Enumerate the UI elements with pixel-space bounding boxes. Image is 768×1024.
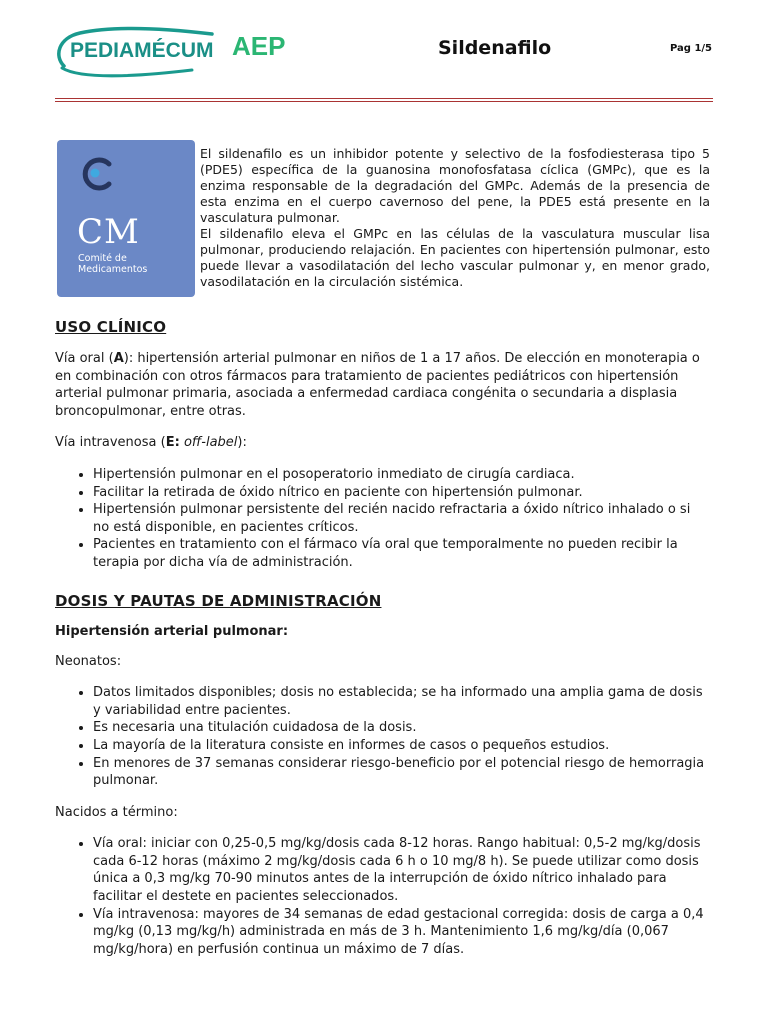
iv-use-paragraph — [55, 434, 710, 452]
committee-name-line2: Medicamentos — [78, 264, 148, 275]
svg-text:PEDIAMÉCUM: PEDIAMÉCUM — [70, 39, 214, 62]
off-label-note: off-label — [183, 435, 238, 451]
header-divider-secondary — [55, 101, 713, 102]
page-header — [0, 0, 768, 100]
intro-text — [200, 146, 710, 290]
pediamecum-logo[interactable] — [52, 26, 302, 78]
list-item: • Facilitar la retirada de óxido nítrico en paciente con hipertensión pulmonar. — [93, 484, 710, 502]
oral-prefix: Vía oral ( — [55, 351, 114, 366]
committee-abbrev: CM — [77, 212, 140, 252]
list-item: • Datos limitados disponibles; dosis no establecida; se ha informado una amplia gama de dosis y variabilidad entre pacientes. — [93, 684, 710, 719]
termino-list — [55, 835, 710, 958]
section-heading-uso-clinico: USO CLÍNICO — [55, 318, 167, 336]
list-item: • La mayoría de la literatura consiste en informes de casos o pequeños estudios. — [93, 737, 710, 755]
page-number: Pag 1/5 — [670, 43, 713, 54]
list-item: • Vía oral: iniciar con 0,25-0,5 mg/kg/dosis cada 8-12 horas. Rango habitual: 0,5-2 mg/kg/dosis cada 6-12 horas (máximo 2 mg/kg/dosis cada 6 h o 10 mg/8 h). Se puede utilizar como dosis única a 0,3 mg/kg 70-90 minutos antes de la interrupción de óxido nítrico inhalado para facilitar el destete en pacientes seleccionados. — [93, 835, 710, 905]
list-item: • En menores de 37 semanas considerar riesgo-beneficio por el potencial riesgo de hemorragia pulmonar. — [93, 755, 710, 790]
evidence-grade-e: E: — [165, 435, 180, 451]
committee-name — [78, 253, 188, 275]
header-divider — [55, 98, 713, 99]
logo-swoosh-icon — [52, 26, 302, 78]
committee-logo-card — [57, 140, 195, 297]
list-item: • Hipertensión pulmonar persistente del recién nacido refractaria a óxido nítrico inhalado o si no está disponible, en pacientes críticos. — [93, 501, 710, 536]
subheading-hipertension: Hipertensión arterial pulmonar: — [55, 623, 289, 639]
svg-text:AEP: AEP — [232, 31, 286, 61]
committee-name-line1: Comité de — [78, 253, 127, 264]
neonatos-list — [55, 684, 710, 790]
page-title: Sildenafilo — [438, 37, 552, 59]
termino-label: Nacidos a término: — [55, 804, 178, 820]
evidence-grade-a: A — [113, 351, 124, 366]
list-item: • Hipertensión pulmonar en el posoperatorio inmediato de cirugía cardiaca. — [93, 466, 710, 484]
oral-text: ): hipertensión arterial pulmonar en niños de 1 a 17 años. De elección en monoterapia o en combinación con otros fármacos para tratamiento de pacientes pediátricos con hipertensión arterial pulmonar primaria, asociada a enfermedad cardiaca congénita o secundaria a displasia broncopulmonar, entre otras. — [55, 351, 700, 419]
intro-paragraph-2: El sildenafilo eleva el GMPc en las células de la vasculatura muscular lisa pulmonar, produciendo relajación. En pacientes con hipertensión pulmonar, esto puede llevar a vasodilatación del lecho vascular pulmonar y, en menor grado, vasodilatación en la circulación sistémica. — [200, 226, 710, 289]
oral-use-paragraph — [55, 350, 710, 420]
list-item: • Pacientes en tratamiento con el fármaco vía oral que temporalmente no pueden recibir la terapia por dicha vía de administración. — [93, 536, 710, 571]
section-heading-dosis: DOSIS Y PAUTAS DE ADMINISTRACIÓN — [55, 591, 382, 610]
main-content — [55, 318, 710, 972]
iv-prefix: Vía intravenosa ( — [55, 435, 166, 451]
intro-paragraph-1: El sildenafilo es un inhibidor potente y selectivo de la fosfodiesterasa tipo 5 (PDE5) específica de la guanosina monofosfatasa cíclica (GMPc), que es la enzima responsable de la degradación del GMPc. Además de la presencia de esta enzima en el cuerpo cavernoso del pene, la PDE5 está presente en la vasculatura pulmonar. — [200, 146, 710, 225]
neonatos-label: Neonatos: — [55, 653, 122, 669]
list-item: • Vía intravenosa: mayores de 34 semanas de edad gestacional corregida: dosis de carga a 0,4 mg/kg (0,13 mg/kg/h) administrada en más de 3 h. Mantenimiento 1,6 mg/kg/día (0,067 mg/kg/hora) en perfusión continua un máximo de 7 días. — [93, 906, 710, 959]
iv-suffix: ): — [237, 435, 247, 451]
list-item: • Es necesaria una titulación cuidadosa de la dosis. — [93, 719, 710, 737]
iv-indications-list — [55, 466, 710, 572]
